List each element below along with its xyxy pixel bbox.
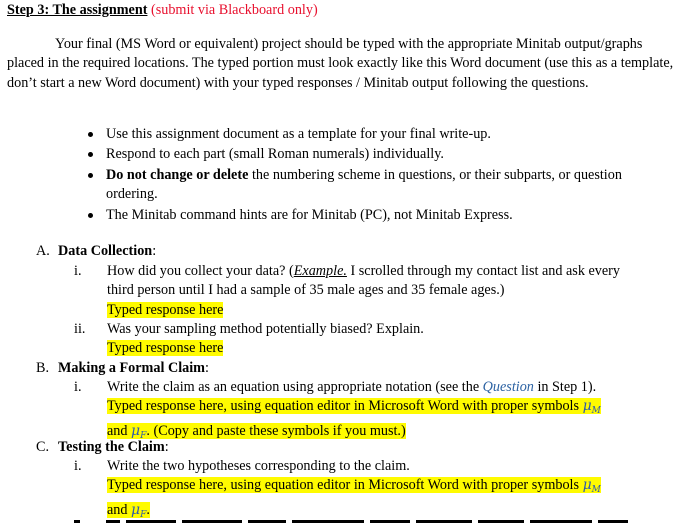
item-number: i. <box>74 379 82 395</box>
list-item <box>84 206 644 225</box>
bullet-text: the numbering scheme in questions, or their subparts, or question ordering. <box>106 166 622 203</box>
section-colon: : <box>205 360 209 376</box>
step-title: Step 3: The assignment <box>7 2 148 18</box>
response-text: and <box>107 422 132 439</box>
response-text: . (Copy and paste these symbols if you must.) <box>146 422 406 439</box>
question-text: How did you collect your data? ( <box>107 263 294 279</box>
bullet-bold-text: Do not change or delete <box>106 166 249 183</box>
item-number: i. <box>74 458 82 474</box>
response-text: Typed response here, using equation editor in Microsoft Word with proper symbols <box>107 398 583 415</box>
section-a-item-ii <box>74 320 634 359</box>
response-text: and <box>107 501 132 518</box>
section-letter: A. <box>36 243 50 259</box>
section-colon: : <box>152 243 157 259</box>
section-letter: B. <box>36 360 50 376</box>
step-header <box>7 1 318 20</box>
bullet-text: The Minitab command hints are for Minitab (PC), not Minitab Express. <box>106 206 513 223</box>
response-field[interactable] <box>107 476 634 500</box>
item-question <box>107 378 634 397</box>
response-text: Typed response here, using equation editor in Microsoft Word with proper symbols <box>107 477 583 494</box>
example-label: Example. <box>293 263 347 279</box>
question-text: I scrolled through my contact list and ask every third person until I had a sample of 35 male ages and 35 female ages.) <box>107 263 620 299</box>
bullet-text: Respond to each part (small Roman numerals) individually. <box>106 146 444 163</box>
response-field[interactable] <box>107 397 634 421</box>
mu-f-symbol: $\mu_F$ <box>131 501 147 520</box>
section-c-heading <box>36 438 169 457</box>
list-item <box>84 145 644 164</box>
question-link[interactable]: Question <box>482 379 534 395</box>
section-a-heading <box>36 242 156 261</box>
section-title: Data Collection <box>58 243 153 259</box>
instructions-list <box>84 125 644 226</box>
question-text: Write the claim as an equation using appropriate notation (see the <box>107 379 483 395</box>
item-question <box>107 262 634 301</box>
section-title: Making a Formal Claim <box>58 360 205 376</box>
bullet-icon <box>88 132 93 137</box>
mu-m-symbol: $\mu_M$ <box>582 477 601 496</box>
intro-paragraph <box>7 35 675 93</box>
response-field[interactable]: Typed response here <box>107 301 224 318</box>
item-question: Was your sampling method potentially biased? Explain. <box>107 321 424 337</box>
list-item <box>84 125 644 144</box>
section-title: Testing the Claim <box>58 439 165 455</box>
item-number: ii. <box>74 321 86 337</box>
section-b-heading <box>36 359 209 378</box>
section-colon: : <box>164 439 169 455</box>
item-question: Write the two hypotheses corresponding to the claim. <box>107 458 410 474</box>
bullet-text: Use this assignment document as a template for your final write-up. <box>106 126 491 142</box>
item-number: i. <box>74 263 82 279</box>
section-letter: C. <box>36 439 50 455</box>
intro-text: Your final (MS Word or equivalent) project should be typed with the appropriate Minitab output/graphs placed in the required locations. The typed portion must look exactly like this Word document (use this as a template, don’t start a new Word document) with your typed responses / Minitab output following the questions. <box>7 36 674 91</box>
mu-f-symbol: $\mu_F$ <box>131 422 147 441</box>
bullet-icon <box>88 213 93 218</box>
bullet-icon <box>88 152 93 157</box>
question-text: in Step 1). <box>533 379 597 395</box>
response-field[interactable]: Typed response here <box>107 340 224 357</box>
section-a-item-i <box>74 262 634 320</box>
bullet-icon <box>88 173 93 178</box>
cut-off-next-line <box>74 510 674 524</box>
list-item <box>84 166 644 205</box>
mu-m-symbol: $\mu_M$ <box>582 398 601 417</box>
submission-note: (submit via Blackboard only) <box>151 2 318 18</box>
response-text: . <box>146 501 150 518</box>
section-b-item-i <box>74 378 634 446</box>
